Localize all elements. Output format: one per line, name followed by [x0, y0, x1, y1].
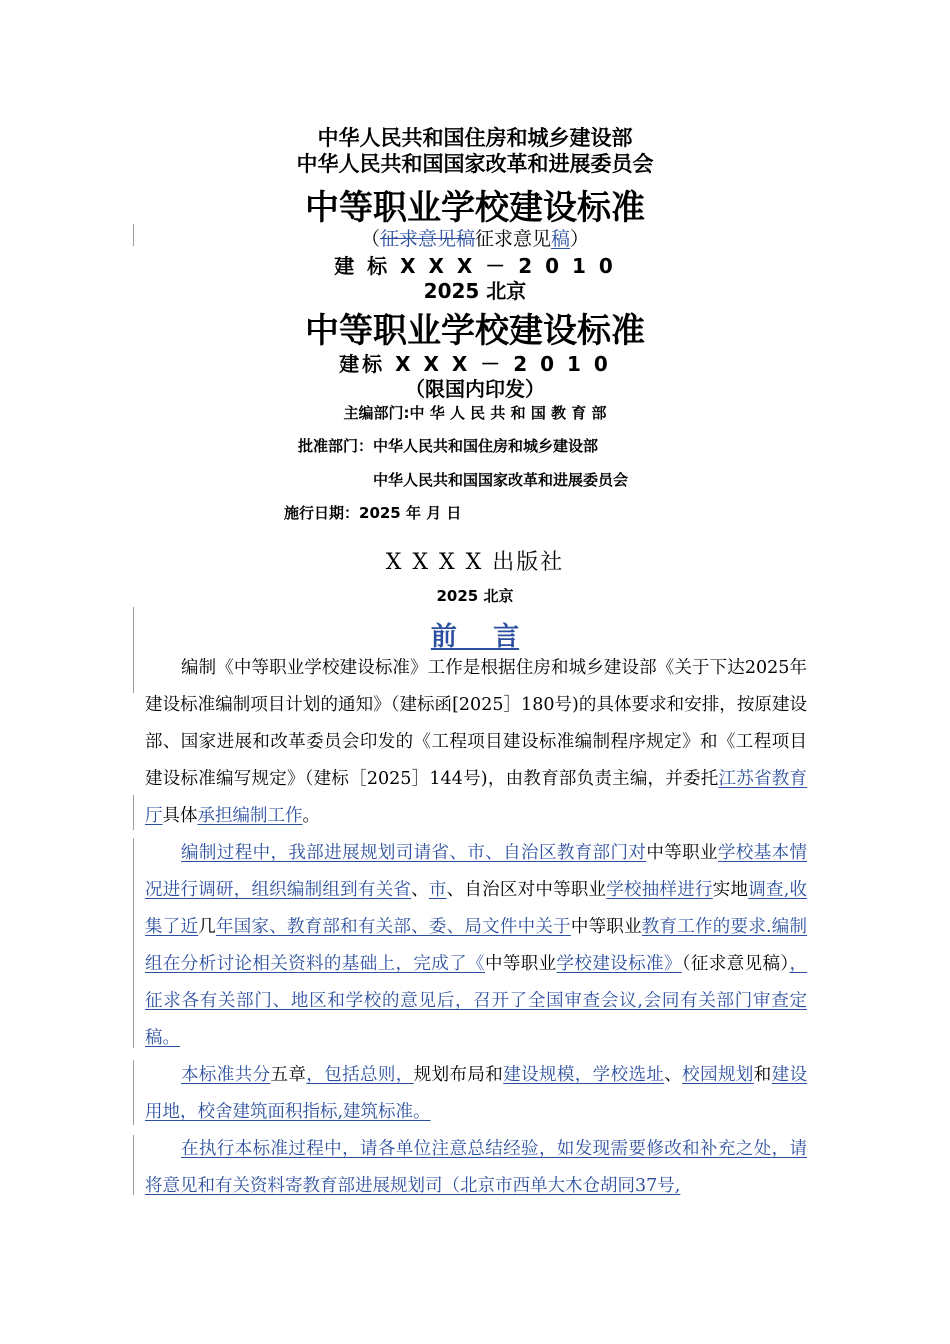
ministry-line-1: 中华人民共和国住房和城乡建设部: [317, 126, 633, 150]
effective-date: 施行日期：2025 年 月 日: [284, 504, 462, 522]
preface-paragraph-3: 本标准共分五章，包括总则，规划布局和建设规模，学校选址、校园规划和建设用地，校舍建筑面积指标,建筑标准。: [145, 1065, 808, 1122]
draft-deleted-text: 征求意见稿: [379, 228, 475, 250]
preface-paragraph-2: 编制过程中，我部进展规划司请省、市、自治区教育部门对中等职业学校基本情况进行调研，组织编制组到有关省、市、自治区对中等职业学校抽样进行实地调查,收集了近几年国家、教育部和有关部、委、局文件中关于中等职业教育工作的要求.编制组在分析讨论相关资料的基础上，完成了《中等职业学校建设标准》（征求意见稿），征求各有关部门、地区和学校的意见后，召开了全国审查会议,会同有关部门审查定稿。: [145, 843, 808, 1048]
cover-year-city: 2025 北京: [423, 279, 527, 303]
ministry-line-2: 中华人民共和国国家改革和进展委员会: [296, 152, 654, 176]
approver-department-2: 中华人民共和国国家改革和进展委员会: [373, 471, 629, 489]
revision-bar: [133, 795, 134, 830]
restricted-note: （限国内印发）: [405, 377, 545, 401]
titlepage-year-city: 2025 北京: [436, 587, 514, 605]
draft-close: ）: [570, 228, 590, 250]
draft-note: [0, 224, 950, 251]
revision-bar: [133, 1135, 134, 1195]
cover-code: 建 标 X X X － 2 0 1 0: [334, 254, 616, 278]
approver-department: 批准部门：中华人民共和国住房和城乡建设部: [298, 437, 599, 455]
draft-inserted-b: 稿: [551, 228, 571, 250]
draft-open: （: [360, 228, 380, 250]
cover-title: 中等职业学校建设标准: [305, 188, 645, 228]
revision-bar: [133, 1060, 134, 1125]
editor-department: 主编部门:中 华 人 民 共 和 国 教 育 部: [343, 404, 607, 422]
preface-paragraph-1: 编制《中等职业学校建设标准》工作是根据住房和城乡建设部《关于下达2025年建设标准编制项目计划的通知》（建标函[2025］180号)的具体要求和安排，按原建设部、国家进展和改革委员会印发的《工程项目建设标准编制程序规定》和《工程项目建设标准编写规定》（建标［2025］144号)，由教育部负责主编，并委托江苏省教育厅具体承担编制工作。: [145, 658, 808, 826]
preface-heading: 前 言: [430, 622, 520, 652]
titlepage-title: 中等职业学校建设标准: [305, 311, 645, 351]
link-jiangsu-education: 江苏省教育厅: [145, 769, 808, 826]
revision-bar: [133, 838, 134, 1048]
draft-inserted-a: 征求意见: [474, 228, 551, 250]
titlepage-code: 建标 X X X － 2 0 1 0: [339, 352, 611, 376]
publisher: X X X X 出版社: [385, 550, 565, 575]
preface-paragraph-4: 在执行本标准过程中，请各单位注意总结经验，如发现需要修改和补充之处，请将意见和有关资料寄教育部进展规划司（北京市西单大木仓胡同37号,: [145, 1139, 807, 1196]
